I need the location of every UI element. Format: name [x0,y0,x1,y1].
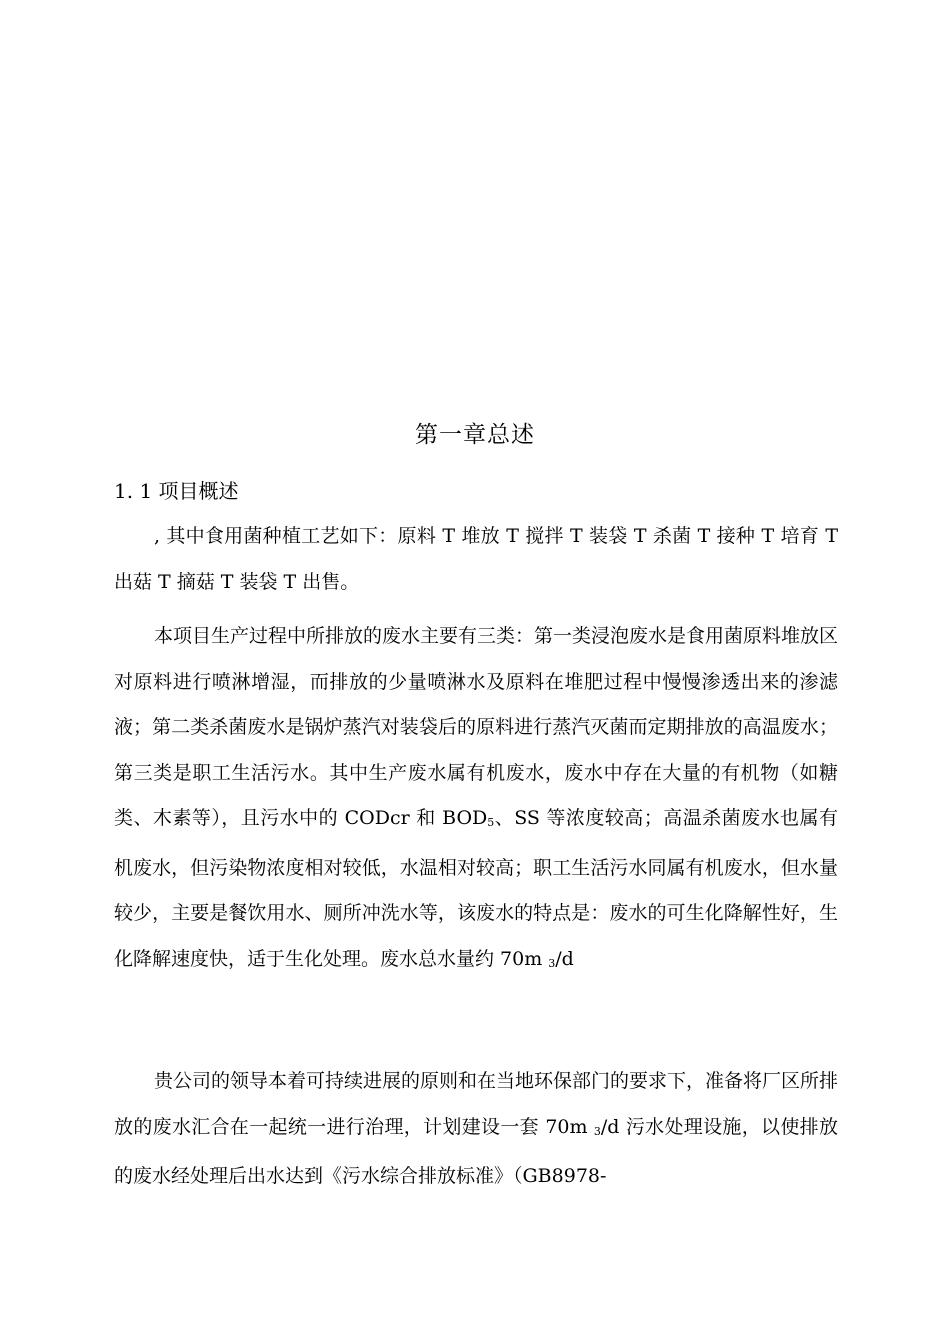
paragraph-plan [114,1059,838,1200]
chapter-title: 第一章总述 [415,422,535,448]
paragraph-plan-text-1: 贵公司的领导本着可持续进展的原则和在当地环保部门的要求下，准备将厂区所排放的废水汇合在一起统一进行治理，计划建设一套 70m [114,1070,839,1138]
paragraph-process [114,514,838,605]
unit-cubic-marker: 3 [548,956,556,970]
paragraph-wastewater [114,614,838,986]
paragraph-wastewater-text-3: /d [555,947,574,970]
unit-cubic-marker: 3 [593,1124,601,1138]
bod-subscript: 5 [487,816,495,829]
paragraph-plan-text-2: /d 污水处理设施，以使排放的废水经处理后出水达到《污水综合排放标准》（GB8978- [114,1115,839,1187]
paragraph-wastewater-text-2: 、SS 等浓度较高；高温杀菌废水也属有机废水，但污染物浓度相对较低，水温相对较高；职工生活污水同属有机废水，但水量较少，主要是餐饮用水、厕所冲洗水等，该废水的特点是：废水的可生化降解性好，生化降解速度快，适于生化处理。废水总水量约 70m [114,807,838,970]
section-heading: 1. 1 项目概述 [114,479,239,503]
paragraph-process-text: , 其中食用菌种植工艺如下：原料 T 堆放 T 搅拌 T 装袋 T 杀菌 T 接种 T 培育 T 出菇 T 摘菇 T 装袋 T 出售。 [114,525,838,593]
paragraph-wastewater-text-1: 本项目生产过程中所排放的废水主要有三类：第一类浸泡废水是食用菌原料堆放区对原料进行喷淋增湿，而排放的少量喷淋水及原料在堆肥过程中慢慢渗透出来的渗滤液；第二类杀菌废水是锅炉蒸汽对装袋后的原料进行蒸汽灭菌而定期排放的高温废水；第三类是职工生活污水。其中生产废水属有机废水，废水中存在大量的有机物（如糖类、木素等），且污水中的 CODcr 和 BOD [114,625,839,829]
